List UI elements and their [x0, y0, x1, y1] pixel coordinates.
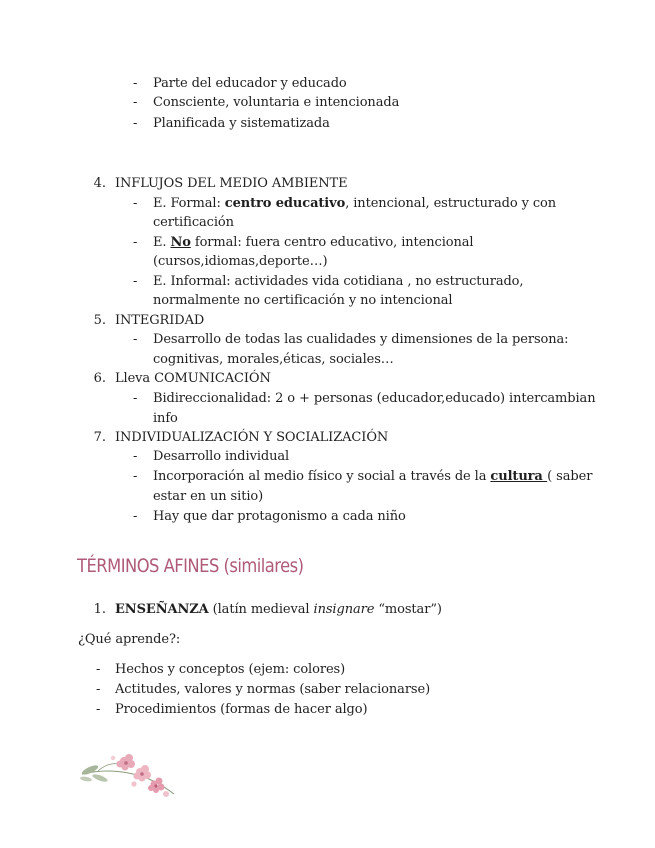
- list-item: Hay que dar protagonismo a cada niño: [153, 509, 406, 524]
- list-number: 5.: [93, 313, 106, 328]
- bullet-dash: -: [133, 196, 138, 211]
- list-number: 7.: [93, 430, 106, 445]
- list-item-title: INTEGRIDAD: [115, 313, 205, 328]
- list-item: Actitudes, valores y normas (saber relacionarse): [115, 682, 431, 697]
- list-item: E. Informal: actividades vida cotidiana , no estructurado,: [153, 274, 524, 289]
- list-item: Hechos y conceptos (ejem: colores): [115, 662, 346, 677]
- list-item: Incorporación al medio físico y social a través de la cultura ( saber: [153, 469, 593, 484]
- list-item: Consciente, voluntaria e intencionada: [153, 95, 400, 110]
- bullet-dash: -: [133, 95, 138, 110]
- bullet-dash: -: [96, 662, 101, 677]
- list-item-continuation: estar en un sitio): [153, 489, 264, 504]
- list-item-continuation: normalmente no certificación y no intencional: [153, 293, 453, 308]
- list-item-title: Lleva COMUNICACIÓN: [115, 371, 271, 386]
- list-item-continuation: (cursos,idiomas,deporte…): [153, 254, 328, 269]
- list-item: Parte del educador y educado: [153, 76, 347, 91]
- list-item: Desarrollo de todas las cualidades y dimensiones de la persona:: [153, 332, 569, 347]
- list-item-continuation: certificación: [153, 215, 234, 230]
- list-item-title: INFLUJOS DEL MEDIO AMBIENTE: [115, 176, 348, 191]
- list-number: 6.: [93, 371, 106, 386]
- list-number: 1.: [93, 602, 106, 617]
- list-item-continuation: info: [153, 411, 178, 426]
- list-item: Planificada y sistematizada: [153, 116, 330, 131]
- bullet-dash: -: [133, 509, 138, 524]
- section-heading: TÉRMINOS AFINES (similares): [77, 555, 304, 577]
- list-item: Desarrollo individual: [153, 449, 290, 464]
- bullet-dash: -: [133, 332, 138, 347]
- bullet-dash: -: [133, 469, 138, 484]
- bullet-dash: -: [133, 274, 138, 289]
- bullet-dash: -: [96, 682, 101, 697]
- list-item-continuation: cognitivas, morales,éticas, sociales…: [153, 352, 394, 367]
- question-text: ¿Qué aprende?:: [78, 632, 181, 647]
- list-item: Bidireccionalidad: 2 o + personas (educador,educado) intercambian: [153, 391, 596, 406]
- term-definition: ENSEÑANZA (latín medieval insignare “mostar”): [115, 602, 442, 617]
- list-item-title: INDIVIDUALIZACIÓN Y SOCIALIZACIÓN: [115, 430, 389, 445]
- bullet-dash: -: [133, 449, 138, 464]
- list-item: E. No formal: fuera centro educativo, intencional: [153, 235, 474, 250]
- list-number: 4.: [93, 176, 106, 191]
- bullet-dash: -: [133, 116, 138, 131]
- floral-branch-icon: [78, 748, 178, 804]
- list-item: Procedimientos (formas de hacer algo): [115, 702, 368, 717]
- list-item: E. Formal: centro educativo, intencional, estructurado y con: [153, 196, 557, 211]
- bullet-dash: -: [133, 391, 138, 406]
- bullet-dash: -: [133, 76, 138, 91]
- bullet-dash: -: [96, 702, 101, 717]
- bullet-dash: -: [133, 235, 138, 250]
